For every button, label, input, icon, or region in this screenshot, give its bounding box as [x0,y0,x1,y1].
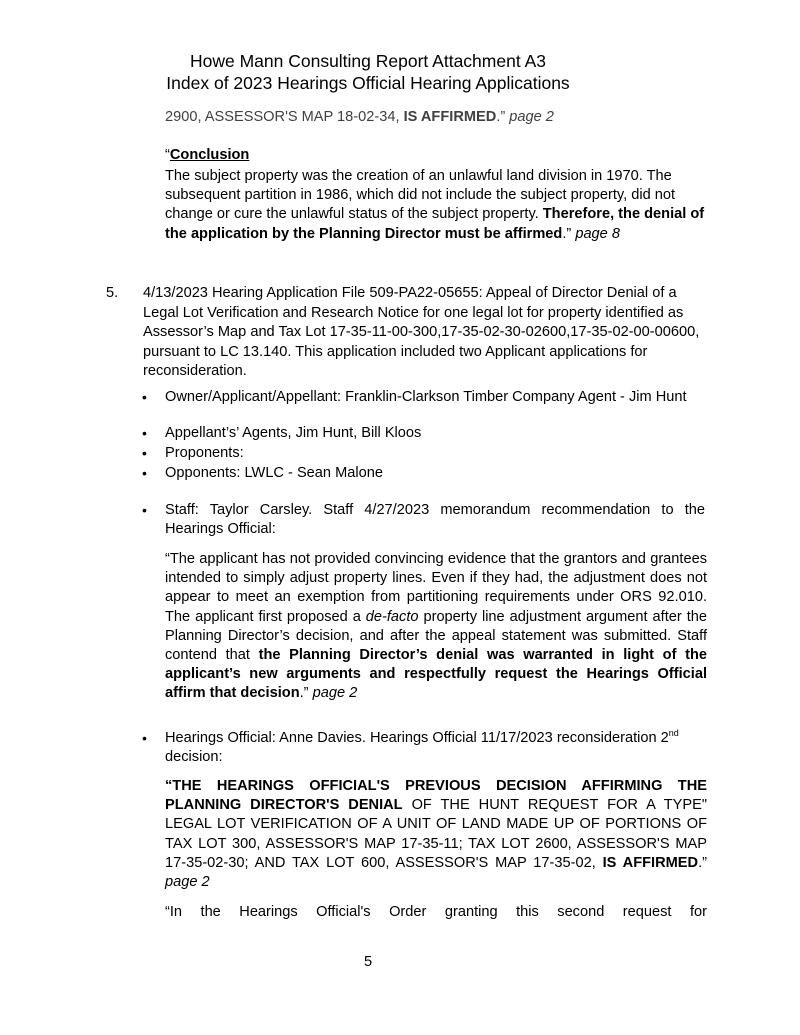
list-item: Proponents: [165,445,244,461]
list-item: Appellant’s’ Agents, Jim Hunt, Bill Kloos [165,425,422,441]
bullet-icon: • [142,425,147,441]
conclusion-quote: The subject property was the creation of an unlawful land division in 1970. The subsequent partition in 1986, which did not include the subject property, did not change or cure the unlawful status of the subject property. Therefore, the denial of the application by the Planning Director must be affirmed.” page 8 [165,168,705,242]
top-quote: 2900, ASSESSOR'S MAP 18-02-34, IS AFFIRMED.” page 2 [165,109,554,125]
hearings-quote: “THE HEARINGS OFFICIAL'S PREVIOUS DECISION AFFIRMING THE PLANNING DIRECTOR'S DENIAL OF THE HUNT REQUEST FOR A TYPE" LEGAL LOT VERIFICATION OF A UNIT OF LAND MADE UP OF PORTIONS OF TAX LOT 300, ASSESSOR'S MAP 17-35-11; TAX LOT 2600, ASSESSOR'S MAP 17-35-02-30; AND TAX LOT 600, ASSESSOR'S MAP 17-35-02, IS AFFIRMED.” page 2 [165,778,707,891]
second-quote: “In the Hearings Official's Order granting this second request for [165,904,707,920]
staff-bullet: Staff: Taylor Carsley. Staff 4/27/2023 memorandum recommendation to the Hearings Official: [165,502,705,538]
list-number: 5. [106,285,119,301]
staff-quote: “The applicant has not provided convincing evidence that the grantors and grantees intended to simply adjust property lines. Even if they had, the adjustment does not appear to meet an exemption from partitioning requirements under ORS 92.010. The applicant first proposed a de-facto property line adjustment argument after the Planning Director’s decision, and after the appeal statement was submitted. Staff contend that the Planning Director’s denial was warranted in light of the applicant’s new arguments and respectfully request the Hearings Official affirm that decision.” page 2 [165,551,707,702]
bullet-icon: • [142,465,147,481]
report-subtitle: Index of 2023 Hearings Official Hearing Applications [166,73,570,93]
report-title: Howe Mann Consulting Report Attachment A3 [189,51,547,71]
list-item: Owner/Applicant/Appellant: Franklin-Clarkson Timber Company Agent - Jim Hunt [165,389,687,405]
page-number: 5 [363,954,373,970]
list-item: Opponents: LWLC - Sean Malone [165,465,383,481]
hearings-bullet: Hearings Official: Anne Davies. Hearings Official 11/17/2023 reconsideration 2nd decision: [165,728,679,766]
bullet-icon: • [142,389,147,405]
conclusion-heading: “Conclusion [165,147,250,163]
bullet-icon: • [142,502,147,518]
bullet-icon: • [142,730,147,746]
item-5-text: 4/13/2023 Hearing Application File 509-PA22-05655: Appeal of Director Denial of a Legal Lot Verification and Research Notice for one legal lot for property identified as Assessor’s Map and Tax Lot 17-35-11-00-300,17-35-02-30-02600,17-35-02-00-00600, pursuant to LC 13.140. This application included two Applicant applications for reconsideration. [143,285,700,380]
bullet-icon: • [142,445,147,461]
